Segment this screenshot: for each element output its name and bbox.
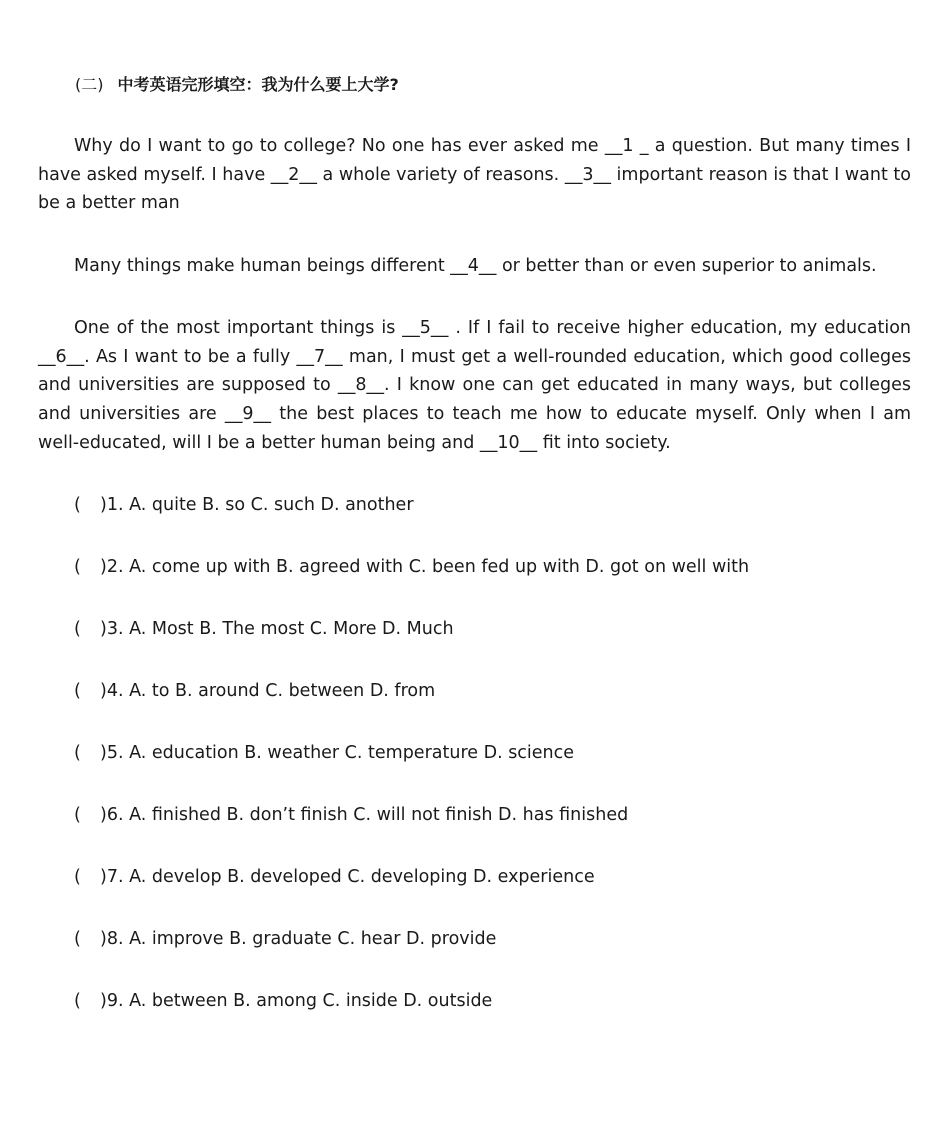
- paragraph-3: One of the most important things is __5__ . If I fail to receive higher education, my education __6__. As I want to be a fully __7__ man, I must get a well-rounded education, which good colleges and universities are supposed to __8__. I know one can get educated in many ways, but colleges and universities are __9__ the best places to teach me how to educate myself. Only when I am well-educated, will I be a better human being and __10__ fit into society.: [38, 318, 911, 453]
- answer-blank: (: [74, 681, 81, 701]
- answer-blank: (: [74, 743, 81, 763]
- question-text: )3. A. Most B. The most C. More D. Much: [100, 619, 454, 639]
- question-item: [74, 865, 595, 889]
- section-heading: [75, 73, 399, 97]
- question-item: [74, 555, 749, 579]
- question-text: )7. A. develop B. developed C. developing D. experience: [100, 867, 595, 887]
- question-item: [74, 617, 454, 641]
- question-item: [74, 803, 628, 827]
- question-item: [74, 989, 492, 1013]
- answer-blank: (: [74, 805, 81, 825]
- paragraph-1: Why do I want to go to college? No one has ever asked me __1 _ a question. But many times I have asked myself. I have __2__ a whole variety of reasons. __3__ important reason is that I want to be a better man: [38, 136, 911, 214]
- question-item: [74, 927, 496, 951]
- answer-blank: (: [74, 991, 81, 1011]
- question-text: )2. A. come up with B. agreed with C. been fed up with D. got on well with: [100, 557, 750, 577]
- question-text: )5. A. education B. weather C. temperature D. science: [100, 743, 575, 763]
- section-number: (二): [75, 75, 104, 94]
- question-text: )6. A. finished B. don’t finish C. will not finish D. has finished: [100, 805, 629, 825]
- question-text: )1. A. quite B. so C. such D. another: [100, 495, 414, 515]
- question-text: )9. A. between B. among C. inside D. outside: [100, 991, 493, 1011]
- answer-blank: (: [74, 557, 81, 577]
- section-title: 中考英语完形填空：我为什么要上大学?: [117, 75, 399, 94]
- paragraph-2: Many things make human beings different __4__ or better than or even superior to animals.: [74, 256, 877, 276]
- answer-blank: (: [74, 929, 81, 949]
- answer-blank: (: [74, 619, 81, 639]
- question-text: )4. A. to B. around C. between D. from: [100, 681, 436, 701]
- question-text: )8. A. improve B. graduate C. hear D. provide: [100, 929, 497, 949]
- answer-blank: (: [74, 867, 81, 887]
- question-item: [74, 493, 414, 517]
- question-item: [74, 741, 574, 765]
- answer-blank: (: [74, 495, 81, 515]
- question-item: [74, 679, 435, 703]
